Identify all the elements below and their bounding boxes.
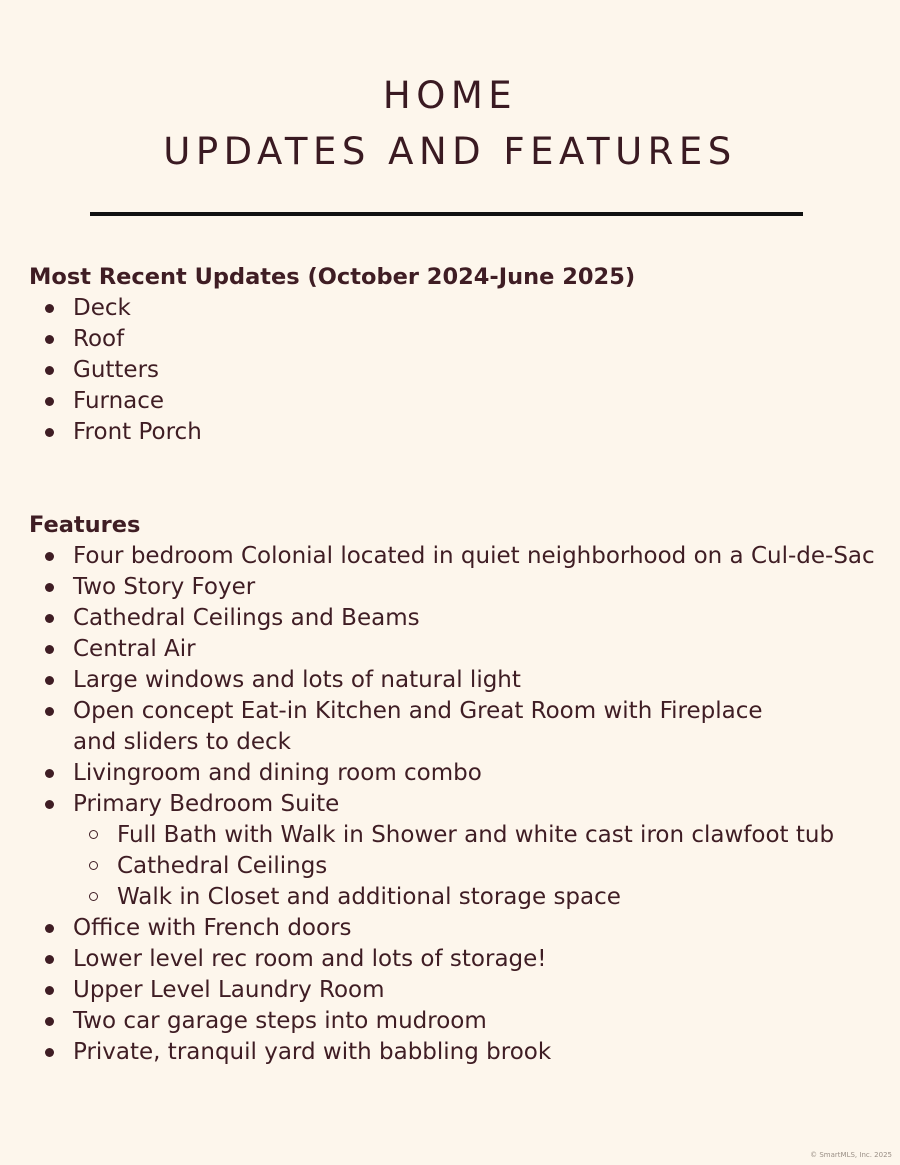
bullet-icon [45,676,54,685]
list-item: Two Story Foyer [29,572,889,603]
bullet-icon [45,1017,54,1026]
features-list [29,541,889,820]
updates-section [29,262,889,448]
features-list-continued [29,913,889,1068]
bullet-icon [45,583,54,592]
list-item: Four bedroom Colonial located in quiet neighborhood on a Cul-de-Sac [29,541,889,572]
list-item: Two car garage steps into mudroom [29,1006,889,1037]
list-item: Lower level rec room and lots of storage! [29,944,889,975]
list-item: Deck [29,293,889,324]
list-item: Private, tranquil yard with babbling brook [29,1037,889,1068]
page-title-line-1: HOME [382,74,518,117]
list-item: Central Air [29,634,889,665]
bullet-icon [45,614,54,623]
list-item: Front Porch [29,417,889,448]
title-divider [90,212,803,216]
features-section [29,510,889,1068]
bullet-icon [45,955,54,964]
bullet-icon [45,924,54,933]
list-item: Cathedral Ceilings and Beams [29,603,889,634]
bullet-icon [45,397,54,406]
bullet-icon [45,428,54,437]
copyright-footer: © SmartMLS, Inc. 2025 [810,1151,892,1159]
bullet-icon [45,335,54,344]
list-item: Open concept Eat-in Kitchen and Great Room with Fireplace and sliders to deck [29,696,773,758]
list-item: Large windows and lots of natural light [29,665,889,696]
bullet-icon [45,645,54,654]
updates-heading: Most Recent Updates (October 2024-June 2025) [29,264,636,290]
sub-list-item: Walk in Closet and additional storage space [29,882,889,913]
page-title-line-2: UPDATES AND FEATURES [163,130,737,173]
sub-list-item: Cathedral Ceilings [29,851,889,882]
bullet-icon [45,986,54,995]
bullet-icon [45,707,54,716]
list-item: Primary Bedroom Suite [29,789,889,820]
bullet-icon [45,304,54,313]
list-item: Livingroom and dining room combo [29,758,889,789]
bullet-icon [45,800,54,809]
list-item: Furnace [29,386,889,417]
bullet-icon [45,769,54,778]
bullet-icon [45,1048,54,1057]
updates-list [29,293,889,448]
list-item: Gutters [29,355,889,386]
sub-list-item: Full Bath with Walk in Shower and white cast iron clawfoot tub [29,820,889,851]
hollow-bullet-icon [89,830,98,839]
list-item: Office with French doors [29,913,889,944]
primary-suite-sublist [29,820,889,913]
hollow-bullet-icon [89,861,98,870]
hollow-bullet-icon [89,892,98,901]
list-item: Roof [29,324,889,355]
list-item: Upper Level Laundry Room [29,975,889,1006]
bullet-icon [45,366,54,375]
bullet-icon [45,552,54,561]
features-heading: Features [29,512,141,538]
